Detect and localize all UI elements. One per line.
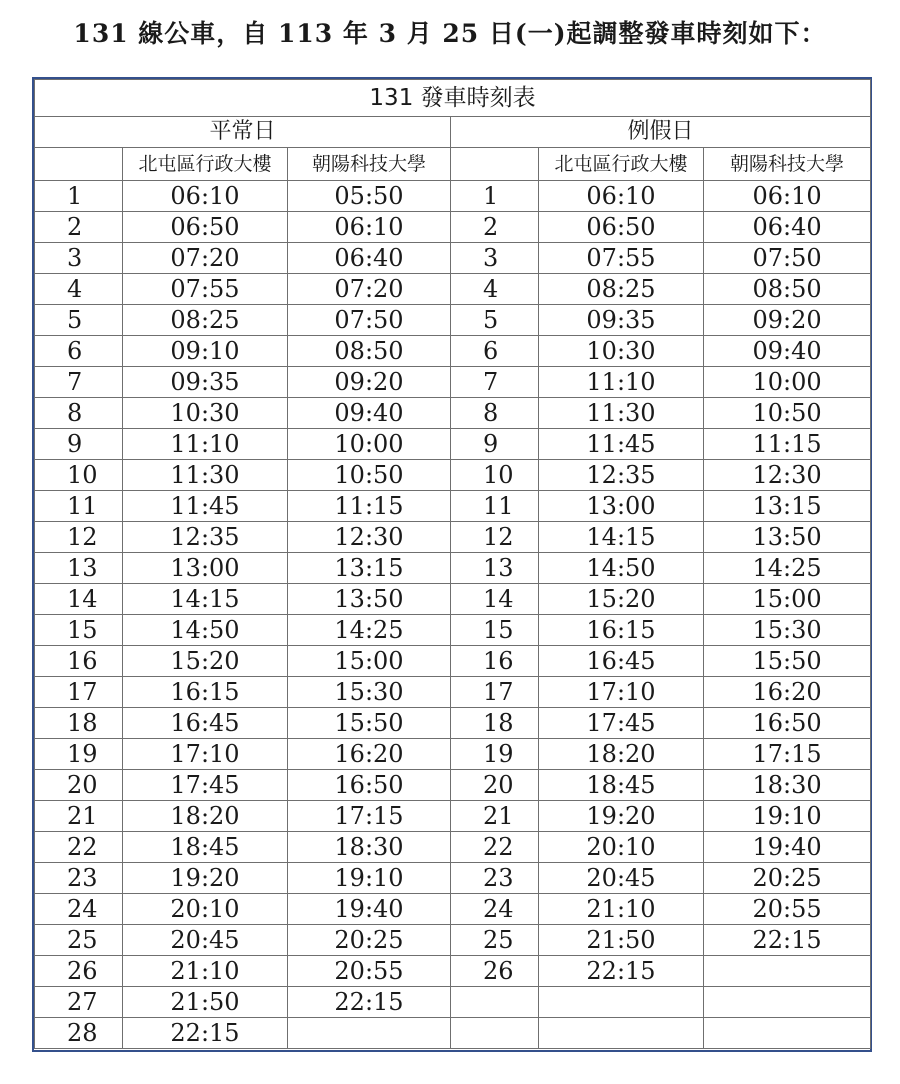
- holiday-departure-cyut: 22:15: [704, 925, 871, 956]
- weekday-trip-number: 16: [35, 646, 123, 677]
- weekday-departure-cyut: 06:40: [288, 243, 451, 274]
- weekday-departure-cyut: 20:25: [288, 925, 451, 956]
- holiday-departure-cyut: 15:30: [704, 615, 871, 646]
- holiday-departure-cyut: 08:50: [704, 274, 871, 305]
- weekday-departure-cyut: 07:20: [288, 274, 451, 305]
- holiday-trip-number: 17: [451, 677, 539, 708]
- weekday-departure-beitun: 21:10: [123, 956, 288, 987]
- holiday-departure-cyut: 15:50: [704, 646, 871, 677]
- holiday-departure-beitun: 08:25: [539, 274, 704, 305]
- holiday-trip-number: 2: [451, 212, 539, 243]
- weekday-departure-cyut: 05:50: [288, 181, 451, 212]
- table-row: [35, 491, 871, 522]
- weekday-departure-cyut: 19:40: [288, 894, 451, 925]
- holiday-trip-number: 10: [451, 460, 539, 491]
- weekday-departure-cyut: 10:50: [288, 460, 451, 491]
- weekday-departure-cyut: 19:10: [288, 863, 451, 894]
- holiday-departure-cyut: 16:20: [704, 677, 871, 708]
- weekday-trip-number: 4: [35, 274, 123, 305]
- holiday-departure-cyut: 15:00: [704, 584, 871, 615]
- holiday-header: 例假日: [451, 117, 871, 148]
- table-row: [35, 801, 871, 832]
- weekday-trip-number: 21: [35, 801, 123, 832]
- holiday-departure-beitun: 17:45: [539, 708, 704, 739]
- empty-cell: [451, 987, 539, 1018]
- holiday-departure-beitun: 15:20: [539, 584, 704, 615]
- weekday-departure-cyut: 15:30: [288, 677, 451, 708]
- table-row: [35, 367, 871, 398]
- weekday-departure-beitun: 21:50: [123, 987, 288, 1018]
- weekday-departure-beitun: 12:35: [123, 522, 288, 553]
- holiday-number-column-header: [451, 148, 539, 181]
- weekday-departure-cyut: 15:50: [288, 708, 451, 739]
- weekday-trip-number: 11: [35, 491, 123, 522]
- holiday-departure-beitun: 11:45: [539, 429, 704, 460]
- holiday-trip-number: 19: [451, 739, 539, 770]
- holiday-departure-beitun: 18:20: [539, 739, 704, 770]
- weekday-departure-beitun: 06:10: [123, 181, 288, 212]
- weekday-trip-number: 28: [35, 1018, 123, 1049]
- table-row: [35, 708, 871, 739]
- table-row: [35, 956, 871, 987]
- holiday-departure-cyut: 07:50: [704, 243, 871, 274]
- weekday-trip-number: 18: [35, 708, 123, 739]
- weekday-departure-cyut: 07:50: [288, 305, 451, 336]
- holiday-departure-beitun: 21:10: [539, 894, 704, 925]
- holiday-departure-cyut: 10:50: [704, 398, 871, 429]
- table-row: [35, 987, 871, 1018]
- holiday-departure-beitun: 18:45: [539, 770, 704, 801]
- weekday-trip-number: 27: [35, 987, 123, 1018]
- weekday-departure-cyut: 08:50: [288, 336, 451, 367]
- holiday-trip-number: 3: [451, 243, 539, 274]
- holiday-to-column-header: 朝陽科技大學: [704, 148, 871, 181]
- weekday-departure-beitun: 16:15: [123, 677, 288, 708]
- weekday-departure-beitun: 20:45: [123, 925, 288, 956]
- weekday-trip-number: 15: [35, 615, 123, 646]
- holiday-trip-number: 13: [451, 553, 539, 584]
- weekday-departure-beitun: 07:20: [123, 243, 288, 274]
- weekday-departure-cyut: 13:15: [288, 553, 451, 584]
- weekday-departure-cyut: 14:25: [288, 615, 451, 646]
- holiday-departure-cyut: 12:30: [704, 460, 871, 491]
- weekday-trip-number: 7: [35, 367, 123, 398]
- holiday-trip-number: 22: [451, 832, 539, 863]
- holiday-departure-beitun: 14:50: [539, 553, 704, 584]
- holiday-departure-cyut: [704, 956, 871, 987]
- holiday-departure-cyut: 09:20: [704, 305, 871, 336]
- holiday-trip-number: 24: [451, 894, 539, 925]
- weekday-trip-number: 25: [35, 925, 123, 956]
- weekday-departure-beitun: 18:45: [123, 832, 288, 863]
- holiday-departure-beitun: 22:15: [539, 956, 704, 987]
- notice-heading: 131 線公車，自 113 年 3 月 25 日(一)起調整發車時刻如下：: [73, 19, 827, 48]
- holiday-departure-cyut: 19:10: [704, 801, 871, 832]
- table-row: [35, 212, 871, 243]
- weekday-trip-number: 23: [35, 863, 123, 894]
- holiday-trip-number: 25: [451, 925, 539, 956]
- holiday-from-column-header: 北屯區行政大樓: [539, 148, 704, 181]
- holiday-departure-cyut: 14:25: [704, 553, 871, 584]
- holiday-trip-number: 1: [451, 181, 539, 212]
- weekday-trip-number: 1: [35, 181, 123, 212]
- holiday-departure-cyut: 13:50: [704, 522, 871, 553]
- empty-cell: [704, 1018, 871, 1049]
- holiday-trip-number: 14: [451, 584, 539, 615]
- table-row: [35, 584, 871, 615]
- holiday-trip-number: 16: [451, 646, 539, 677]
- holiday-departure-beitun: 10:30: [539, 336, 704, 367]
- table-row: [35, 274, 871, 305]
- table-row: [35, 243, 871, 274]
- table-row: [35, 894, 871, 925]
- holiday-departure-cyut: 17:15: [704, 739, 871, 770]
- holiday-departure-beitun: 19:20: [539, 801, 704, 832]
- table-row: [35, 181, 871, 212]
- weekday-departure-cyut: 15:00: [288, 646, 451, 677]
- holiday-trip-number: 15: [451, 615, 539, 646]
- weekday-departure-cyut: 06:10: [288, 212, 451, 243]
- table-row: [35, 429, 871, 460]
- weekday-trip-number: 13: [35, 553, 123, 584]
- table-row: [35, 677, 871, 708]
- weekday-departure-cyut: 12:30: [288, 522, 451, 553]
- holiday-departure-beitun: 09:35: [539, 305, 704, 336]
- holiday-trip-number: 21: [451, 801, 539, 832]
- weekday-departure-cyut: 13:50: [288, 584, 451, 615]
- holiday-departure-beitun: 17:10: [539, 677, 704, 708]
- table-row: [35, 739, 871, 770]
- holiday-departure-beitun: 07:55: [539, 243, 704, 274]
- holiday-departure-beitun: 14:15: [539, 522, 704, 553]
- weekday-trip-number: 17: [35, 677, 123, 708]
- holiday-departure-cyut: 20:25: [704, 863, 871, 894]
- weekday-trip-number: 12: [35, 522, 123, 553]
- table-row: [35, 832, 871, 863]
- weekday-departure-beitun: 14:50: [123, 615, 288, 646]
- table-row: [35, 522, 871, 553]
- holiday-trip-number: 12: [451, 522, 539, 553]
- holiday-departure-beitun: 16:45: [539, 646, 704, 677]
- weekday-departure-cyut: 09:40: [288, 398, 451, 429]
- holiday-departure-beitun: 20:45: [539, 863, 704, 894]
- timetable-title: 131 發車時刻表: [35, 80, 871, 117]
- weekday-trip-number: 2: [35, 212, 123, 243]
- weekday-departure-beitun: 11:10: [123, 429, 288, 460]
- empty-cell: [539, 1018, 704, 1049]
- holiday-trip-number: 26: [451, 956, 539, 987]
- holiday-trip-number: 11: [451, 491, 539, 522]
- table-row: [35, 553, 871, 584]
- table-row: [35, 398, 871, 429]
- table-row: [35, 863, 871, 894]
- weekday-departure-beitun: 09:10: [123, 336, 288, 367]
- holiday-trip-number: 4: [451, 274, 539, 305]
- holiday-departure-beitun: 16:15: [539, 615, 704, 646]
- weekday-departure-beitun: 11:45: [123, 491, 288, 522]
- weekday-departure-cyut: 22:15: [288, 987, 451, 1018]
- holiday-departure-cyut: 18:30: [704, 770, 871, 801]
- weekday-departure-beitun: 10:30: [123, 398, 288, 429]
- weekday-departure-beitun: 20:10: [123, 894, 288, 925]
- weekday-trip-number: 22: [35, 832, 123, 863]
- weekday-departure-beitun: 16:45: [123, 708, 288, 739]
- weekday-departure-beitun: 13:00: [123, 553, 288, 584]
- weekday-to-column-header: 朝陽科技大學: [288, 148, 451, 181]
- weekday-departure-beitun: 09:35: [123, 367, 288, 398]
- weekday-departure-beitun: 08:25: [123, 305, 288, 336]
- weekday-trip-number: 19: [35, 739, 123, 770]
- holiday-departure-beitun: 21:50: [539, 925, 704, 956]
- holiday-departure-cyut: 13:15: [704, 491, 871, 522]
- holiday-trip-number: 7: [451, 367, 539, 398]
- holiday-departure-beitun: 20:10: [539, 832, 704, 863]
- holiday-departure-beitun: 06:50: [539, 212, 704, 243]
- table-row: [35, 615, 871, 646]
- table-row: [35, 770, 871, 801]
- timetable: [34, 79, 871, 1049]
- holiday-departure-cyut: 09:40: [704, 336, 871, 367]
- holiday-departure-cyut: 06:40: [704, 212, 871, 243]
- weekday-departure-beitun: 22:15: [123, 1018, 288, 1049]
- table-row: [35, 1018, 871, 1049]
- weekday-trip-number: 14: [35, 584, 123, 615]
- weekday-trip-number: 9: [35, 429, 123, 460]
- holiday-trip-number: 23: [451, 863, 539, 894]
- weekday-departure-beitun: 19:20: [123, 863, 288, 894]
- weekday-departure-cyut: 09:20: [288, 367, 451, 398]
- weekday-departure-cyut: 20:55: [288, 956, 451, 987]
- weekday-departure-cyut: 11:15: [288, 491, 451, 522]
- holiday-departure-beitun: 12:35: [539, 460, 704, 491]
- weekday-trip-number: 20: [35, 770, 123, 801]
- weekday-departure-cyut: 16:50: [288, 770, 451, 801]
- holiday-departure-cyut: 06:10: [704, 181, 871, 212]
- weekday-departure-beitun: 17:45: [123, 770, 288, 801]
- weekday-trip-number: 6: [35, 336, 123, 367]
- weekday-trip-number: 10: [35, 460, 123, 491]
- holiday-departure-beitun: 13:00: [539, 491, 704, 522]
- weekday-trip-number: 3: [35, 243, 123, 274]
- table-row: [35, 305, 871, 336]
- holiday-trip-number: 5: [451, 305, 539, 336]
- holiday-departure-beitun: 11:10: [539, 367, 704, 398]
- empty-cell: [451, 1018, 539, 1049]
- holiday-departure-cyut: 20:55: [704, 894, 871, 925]
- weekday-departure-cyut: 18:30: [288, 832, 451, 863]
- table-row: [35, 336, 871, 367]
- holiday-trip-number: 9: [451, 429, 539, 460]
- table-row: [35, 460, 871, 491]
- holiday-departure-beitun: 06:10: [539, 181, 704, 212]
- weekday-departure-cyut: [288, 1018, 451, 1049]
- weekday-header: 平常日: [35, 117, 451, 148]
- weekday-departure-cyut: 17:15: [288, 801, 451, 832]
- weekday-from-column-header: 北屯區行政大樓: [123, 148, 288, 181]
- weekday-departure-beitun: 18:20: [123, 801, 288, 832]
- holiday-trip-number: 6: [451, 336, 539, 367]
- weekday-departure-beitun: 17:10: [123, 739, 288, 770]
- empty-cell: [539, 987, 704, 1018]
- weekday-departure-cyut: 10:00: [288, 429, 451, 460]
- table-row: [35, 925, 871, 956]
- weekday-departure-beitun: 11:30: [123, 460, 288, 491]
- empty-cell: [704, 987, 871, 1018]
- holiday-trip-number: 8: [451, 398, 539, 429]
- holiday-departure-cyut: 10:00: [704, 367, 871, 398]
- holiday-departure-beitun: 11:30: [539, 398, 704, 429]
- weekday-trip-number: 8: [35, 398, 123, 429]
- weekday-trip-number: 5: [35, 305, 123, 336]
- weekday-departure-beitun: 06:50: [123, 212, 288, 243]
- table-row: [35, 646, 871, 677]
- weekday-trip-number: 24: [35, 894, 123, 925]
- holiday-departure-cyut: 11:15: [704, 429, 871, 460]
- weekday-number-column-header: [35, 148, 123, 181]
- timetable-frame: [32, 77, 872, 1052]
- holiday-trip-number: 18: [451, 708, 539, 739]
- weekday-departure-cyut: 16:20: [288, 739, 451, 770]
- weekday-trip-number: 26: [35, 956, 123, 987]
- weekday-departure-beitun: 15:20: [123, 646, 288, 677]
- holiday-departure-cyut: 16:50: [704, 708, 871, 739]
- holiday-trip-number: 20: [451, 770, 539, 801]
- holiday-departure-cyut: 19:40: [704, 832, 871, 863]
- weekday-departure-beitun: 14:15: [123, 584, 288, 615]
- weekday-departure-beitun: 07:55: [123, 274, 288, 305]
